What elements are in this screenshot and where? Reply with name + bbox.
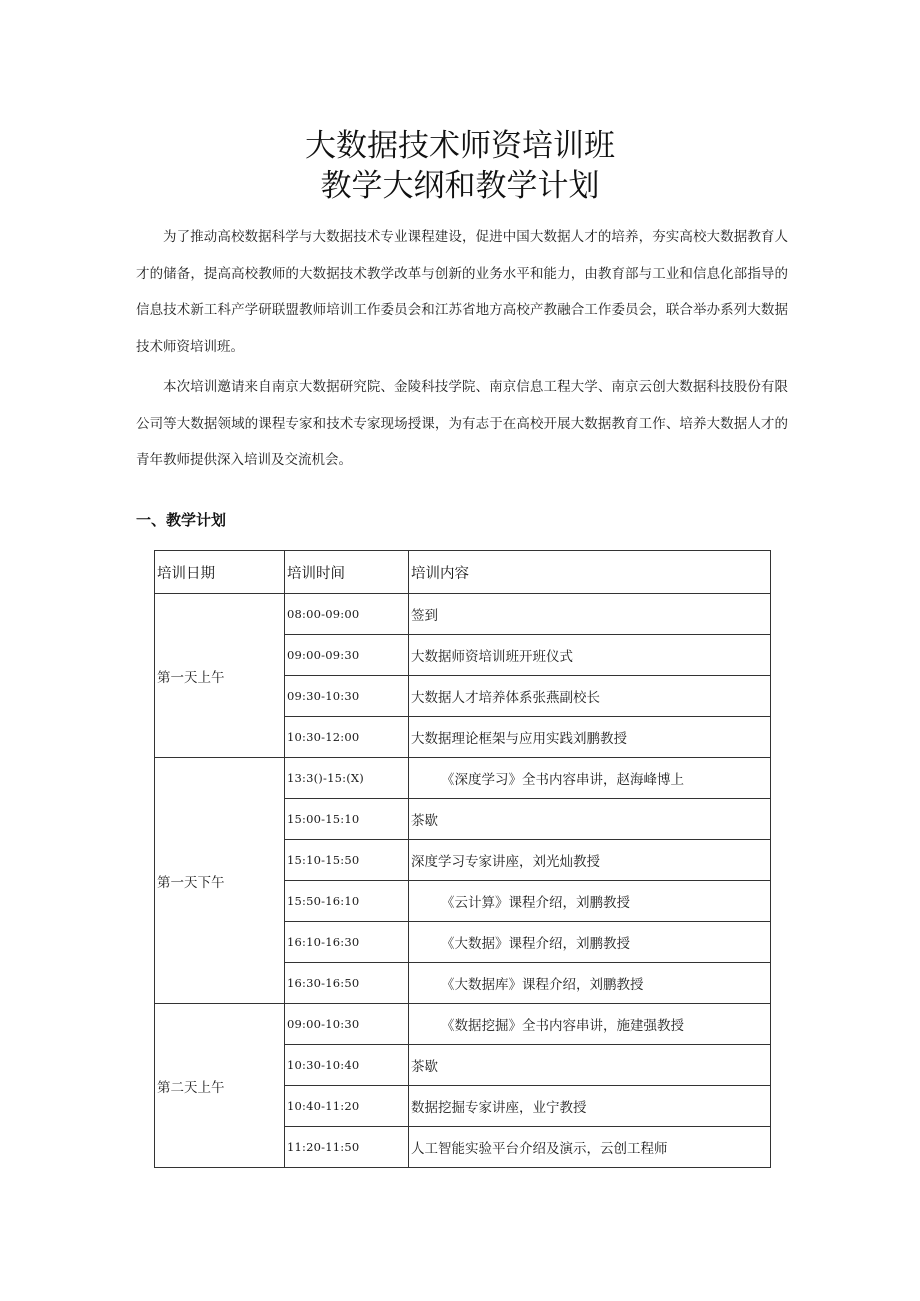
time-cell: 09:00-09:30 (285, 635, 409, 676)
date-cell-day2-am: 第二天上午 (155, 1004, 285, 1168)
content-cell: 《数据挖掘》全书内容串讲，施建强教授 (409, 1004, 771, 1045)
content-cell: 《深度学习》全书内容串讲，赵海峰博上 (409, 758, 771, 799)
time-cell: 09:30-10:30 (285, 676, 409, 717)
document-title-line-2: 教学大纲和教学计划 (320, 168, 600, 204)
content-cell: 签到 (409, 594, 771, 635)
content-cell: 大数据人才培养体系张燕副校长 (409, 676, 771, 717)
content-cell: 茶歇 (409, 1045, 771, 1086)
time-cell: 11:20-11:50 (285, 1127, 409, 1168)
date-cell-day1-am: 第一天上午 (155, 594, 285, 758)
content-cell: 茶歇 (409, 799, 771, 840)
content-cell: 大数据理论框架与应用实践刘鹏教授 (409, 717, 771, 758)
header-time: 培训时间 (285, 551, 409, 594)
header-content: 培训内容 (409, 551, 771, 594)
table-row (155, 758, 771, 799)
section-heading-teaching-plan: 一、教学计划 (136, 511, 227, 529)
content-cell: 《云计算》课程介绍，刘鹏教授 (409, 881, 771, 922)
document-title-line-1: 大数据技术师资培训班 (305, 128, 615, 164)
content-cell: 《大数据库》课程介绍，刘鹏教授 (409, 963, 771, 1004)
content-cell: 深度学习专家讲座，刘光灿教授 (409, 840, 771, 881)
time-cell: 13:3()-15:(X) (285, 758, 409, 799)
header-date: 培训日期 (155, 551, 285, 594)
content-cell: 数据挖掘专家讲座，业宁教授 (409, 1086, 771, 1127)
time-cell: 10:30-10:40 (285, 1045, 409, 1086)
time-cell: 09:00-10:30 (285, 1004, 409, 1045)
teaching-schedule-table (154, 550, 771, 1168)
table-row (155, 1004, 771, 1045)
time-cell: 16:10-16:30 (285, 922, 409, 963)
time-cell: 10:40-11:20 (285, 1086, 409, 1127)
table-header-row (155, 551, 771, 594)
time-cell: 08:00-09:00 (285, 594, 409, 635)
intro-paragraph: 为了推动高校数据科学与大数据技术专业课程建设，促进中国大数据人才的培养，夯实高校大数据教育人才的储备，提高高校教师的大数据技术教学改革与创新的业务水平和能力，由教育部与工业和信息化部指导的信息技术新工科产学研联盟教师培训工作委员会和江苏省地方高校产教融合工作委员会，联合举办系列大数据技术师资培训班。 (136, 229, 788, 355)
content-cell: 《大数据》课程介绍，刘鹏教授 (409, 922, 771, 963)
time-cell: 10:30-12:00 (285, 717, 409, 758)
time-cell: 15:50-16:10 (285, 881, 409, 922)
time-cell: 16:30-16:50 (285, 963, 409, 1004)
table-row (155, 594, 771, 635)
content-cell: 大数据师资培训班开班仪式 (409, 635, 771, 676)
date-cell-day1-pm: 第一天下午 (155, 758, 285, 1004)
time-cell: 15:00-15:10 (285, 799, 409, 840)
time-cell: 15:10-15:50 (285, 840, 409, 881)
trainers-paragraph: 本次培训邀请来自南京大数据研究院、金陵科技学院、南京信息工程大学、南京云创大数据科技股份有限公司等大数据领域的课程专家和技术专家现场授课，为有志于在高校开展大数据教育工作、培养大数据人才的青年教师提供深入培训及交流机会。 (136, 379, 788, 468)
content-cell: 人工智能实验平台介绍及演示，云创工程师 (409, 1127, 771, 1168)
